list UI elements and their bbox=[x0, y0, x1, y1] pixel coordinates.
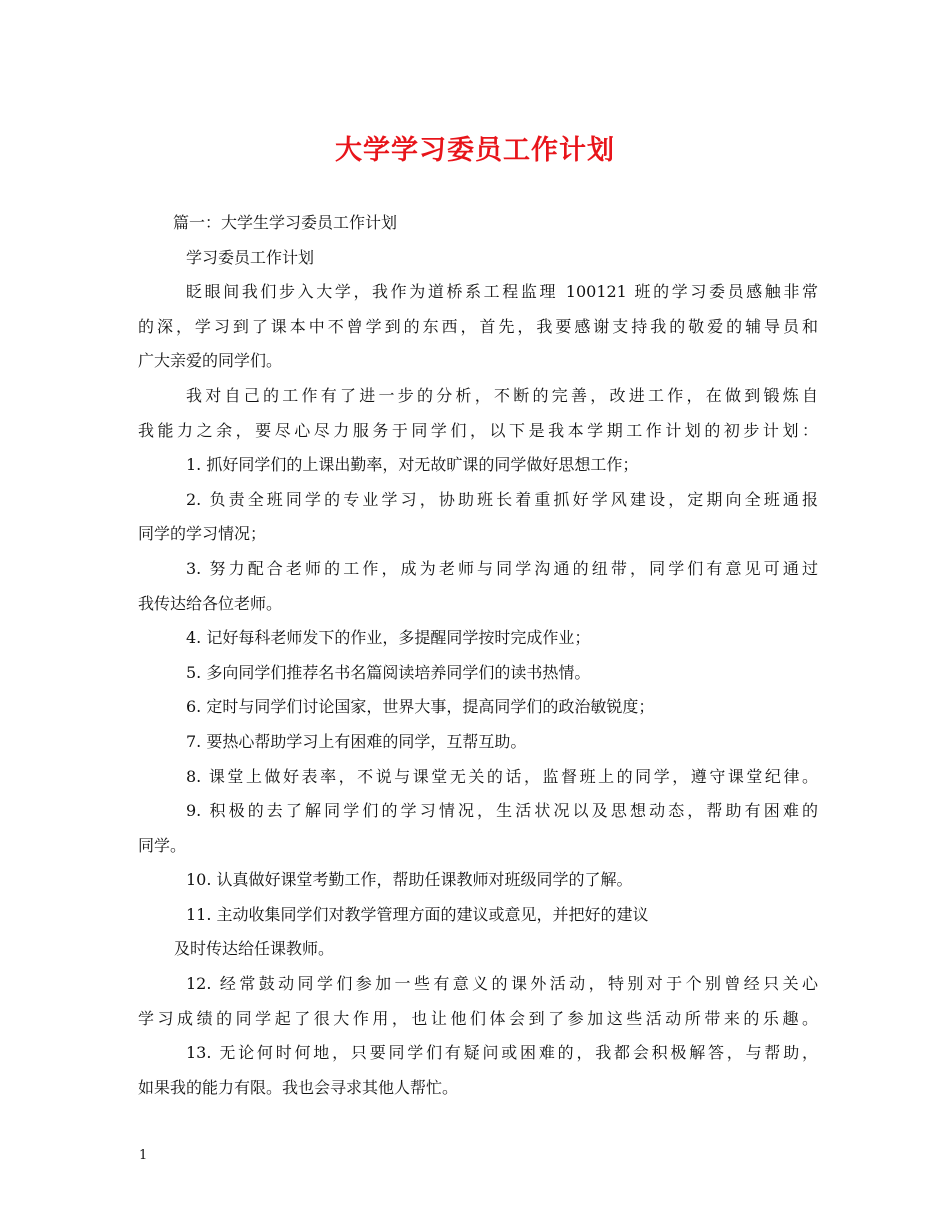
document-body bbox=[138, 206, 818, 1105]
paragraph-line: 4. 记好每科老师发下的作业，多提醒同学按时完成作业； bbox=[186, 628, 591, 648]
paragraph-line: 我传达给各位老师。 bbox=[138, 593, 283, 613]
paragraph-line: 2. 负责全班同学的专业学习，协助班长着重抓好学风建设，定期向全班通报 bbox=[186, 489, 818, 509]
paragraph-line: 5. 多向同学们推荐名书名篇阅读培养同学们的读书热情。 bbox=[186, 662, 591, 682]
paragraph-line: 9. 积极的去了解同学们的学习情况，生活状况以及思想动态，帮助有困难的 bbox=[186, 801, 818, 821]
paragraph-line: 8. 课堂上做好表率，不说与课堂无关的话，监督班上的同学，遵守课堂纪律。 bbox=[186, 766, 818, 786]
paragraph-line: 同学。 bbox=[138, 835, 187, 855]
paragraph-line: 及时传达给任课教师。 bbox=[174, 939, 335, 959]
paragraph-line: 学习成绩的同学起了很大作用，也让他们体会到了参加这些活动所带来的乐趣。 bbox=[138, 1008, 818, 1028]
paragraph-line: 我能力之余，要尽心尽力服务于同学们，以下是我本学期工作计划的初步计划： bbox=[138, 420, 818, 440]
paragraph-line: 3. 努力配合老师的工作，成为老师与同学沟通的纽带，同学们有意见可通过 bbox=[186, 558, 818, 578]
paragraph-line: 13. 无论何时何地，只要同学们有疑问或困难的，我都会积极解答，与帮助， bbox=[186, 1043, 818, 1063]
paragraph-line: 11. 主动收集同学们对教学管理方面的建议或意见，并把好的建议 bbox=[186, 904, 649, 924]
paragraph-line: 广大亲爱的同学们。 bbox=[138, 351, 283, 371]
paragraph-line: 我对自己的工作有了进一步的分析，不断的完善，改进工作，在做到锻炼自 bbox=[186, 385, 818, 405]
paragraph-line: 1. 抓好同学们的上课出勤率，对无故旷课的同学做好思想工作； bbox=[186, 455, 639, 475]
paragraph-line: 学习委员工作计划 bbox=[186, 247, 315, 267]
paragraph-line: 的深，学习到了课本中不曾学到的东西，首先，我要感谢支持我的敬爱的辅导员和 bbox=[138, 316, 818, 336]
paragraph-line: 7. 要热心帮助学习上有困难的同学，互帮互助。 bbox=[186, 731, 527, 751]
paragraph-line: 12. 经常鼓动同学们参加一些有意义的课外活动，特别对于个别曾经只关心 bbox=[186, 974, 818, 994]
paragraph-line: 6. 定时与同学们讨论国家，世界大事，提高同学们的政治敏锐度； bbox=[186, 697, 655, 717]
paragraph-line: 眨眼间我们步入大学，我作为道桥系工程监理 100121 班的学习委员感触非常 bbox=[186, 282, 818, 302]
document-title: 大学学习委员工作计划 bbox=[335, 135, 615, 166]
paragraph-line: 10. 认真做好课堂考勤工作，帮助任课教师对班级同学的了解。 bbox=[186, 870, 633, 890]
paragraph-line: 如果我的能力有限。我也会寻求其他人帮忙。 bbox=[138, 1077, 459, 1097]
paragraph-line: 同学的学习情况； bbox=[138, 524, 267, 544]
page-number: 1 bbox=[139, 1148, 148, 1163]
paragraph-line: 篇一：大学生学习委员工作计划 bbox=[173, 213, 398, 232]
